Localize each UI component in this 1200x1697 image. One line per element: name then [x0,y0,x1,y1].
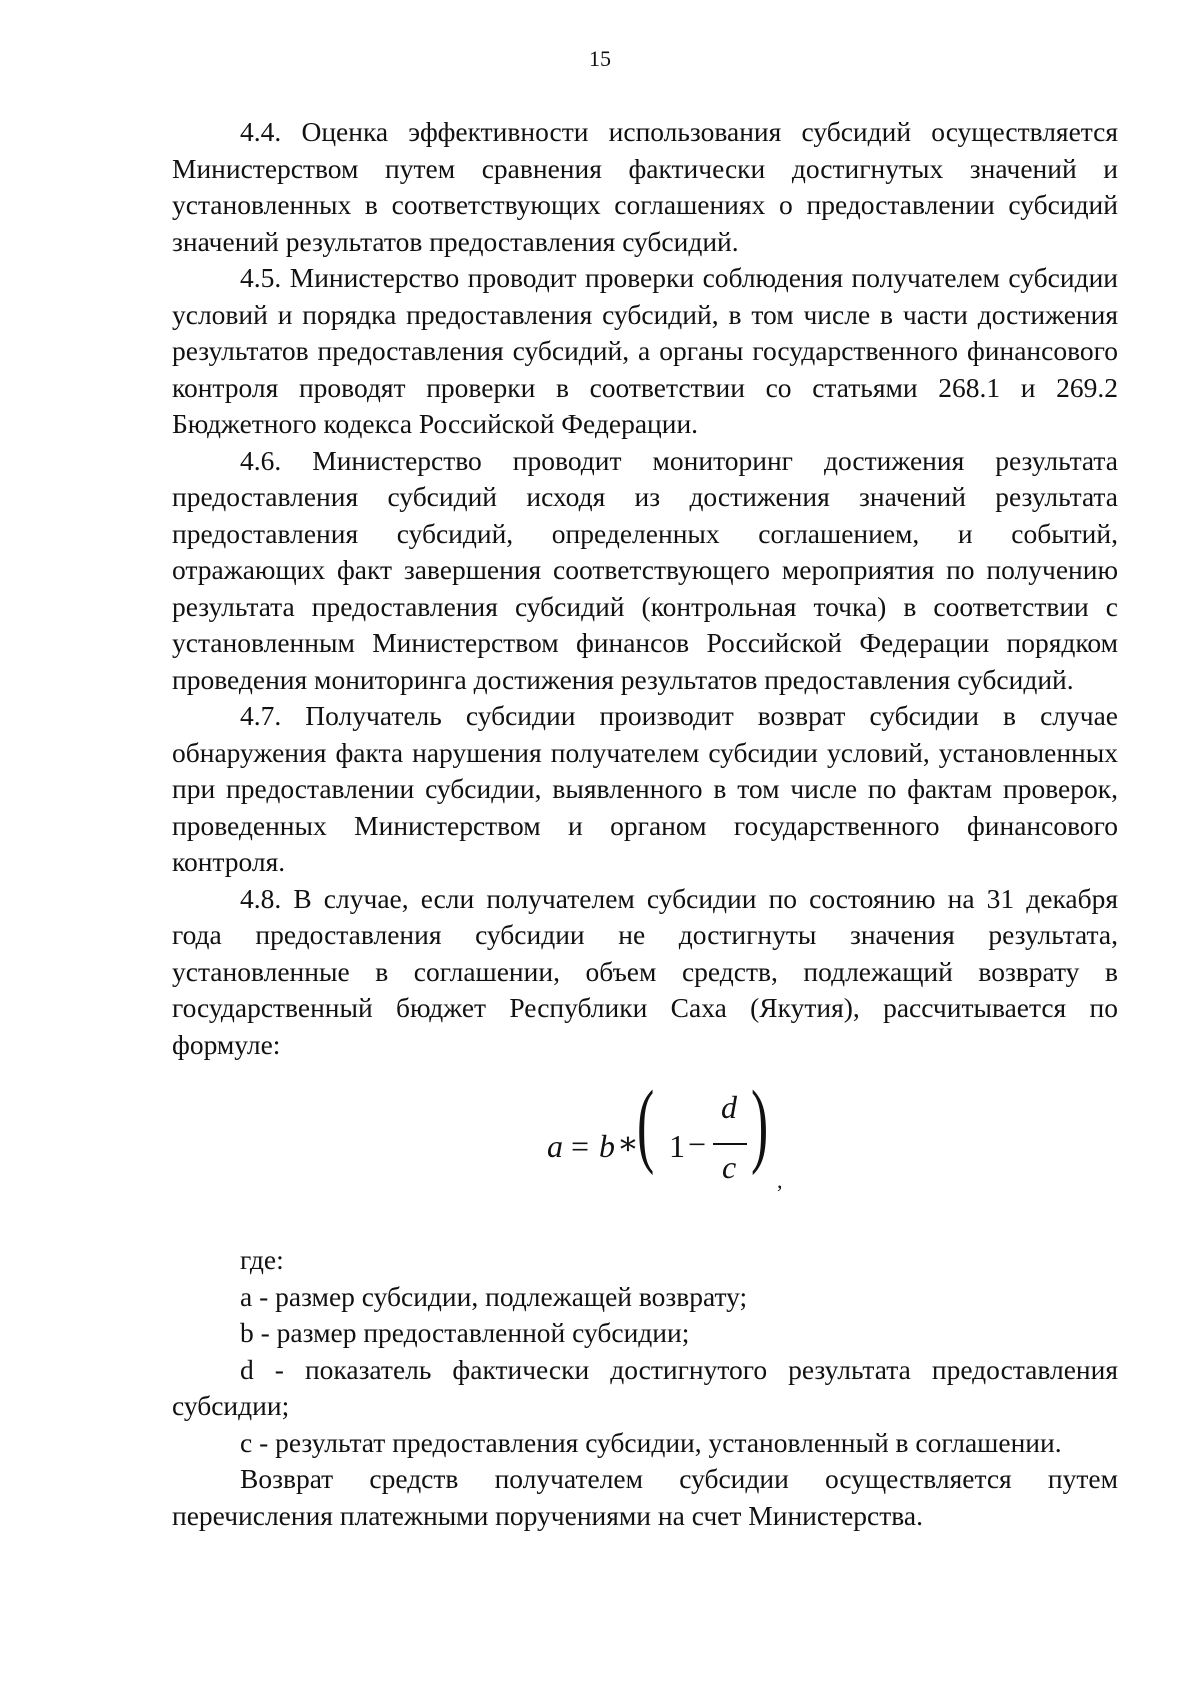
paragraph-4-7: 4.7. Получатель субсидии производит возврат субсидии в случае обнаружения факта нарушения получателем субсидии условий, установленных при предоставлении субсидии, выявленного в том числе по фактам проверок, проведенных Министерством и органом государственного финансового контроля. [172,700,1118,877]
formula-denominator: c [722,1149,737,1185]
formula-lhs: a [547,1128,563,1164]
definition-c: c - результат предоставления субсидии, установленный в соглашении. [240,1426,1062,1458]
formula-numerator: d [721,1089,737,1125]
paragraph-4-8: 4.8. В случае, если получателем субсидии по состоянию на 31 декабря года предоставления субсидии не достигнуты значения результата, установленные в соглашении, объем средств, подлежащий возврату в государственный бюджет Республики Саха (Якутия), рассчитывается по формуле: [172,882,1118,1060]
closing-paragraph: Возврат средств получателем субсидии осуществляется путем перечисления платежными поручениями на счет Министерства. [172,1463,1118,1531]
formula-fraction-bar [713,1143,747,1145]
page-number: 15 [589,46,611,71]
document-body [172,114,1118,1534]
paragraph-4-5: 4.5. Министерство проводит проверки соблюдения получателем субсидии условий и порядка предоставления субсидий, в том числе в части достижения результатов предоставления субсидий, а органы государственного финансового контроля проводят проверки в соответствии со статьями 268.1 и 269.2 Бюджетного кодекса Российской Федерации. [172,262,1118,439]
definitions-intro: где: [240,1244,284,1275]
paragraph-4-4: 4.4. Оценка эффективности использования субсидий осуществляется Министерством путем сравнения фактически достигнутых значений и установленных в соответствующих соглашениях о предоставлении субсидий значений результатов предоставления субсидий. [172,116,1118,257]
formula-one: 1 [669,1128,685,1164]
definition-b: b - размер предоставленной субсидии; [240,1317,690,1348]
formula-close-paren: ) [751,1072,769,1176]
definition-d: d - показатель фактически достигнутого результата предоставления субсидии; [172,1353,1118,1421]
formula-b: b [599,1128,615,1164]
formula-times: ∗ [617,1125,639,1161]
formula-trailing-comma: , [777,1168,783,1193]
paragraph-4-6: 4.6. Министерство проводит мониторинг достижения результата предоставления субсидий исходя из достижения значений результата предоставления субсидий, определенных соглашением, и событий, отражающих факт завершения соответствующего мероприятия по получению результата предоставления субсидий (контрольная точка) в соответствии с установленным Министерством финансов Российской Федерации порядком проведения мониторинга достижения результатов предоставления субсидий. [172,444,1118,695]
formula-minus: − [688,1126,707,1162]
definition-a: a - размер субсидии, подлежащей возврату; [240,1280,748,1312]
formula-equals: = [571,1128,590,1164]
refund-formula [172,1072,1118,1216]
formula-open-paren: ( [637,1072,655,1176]
